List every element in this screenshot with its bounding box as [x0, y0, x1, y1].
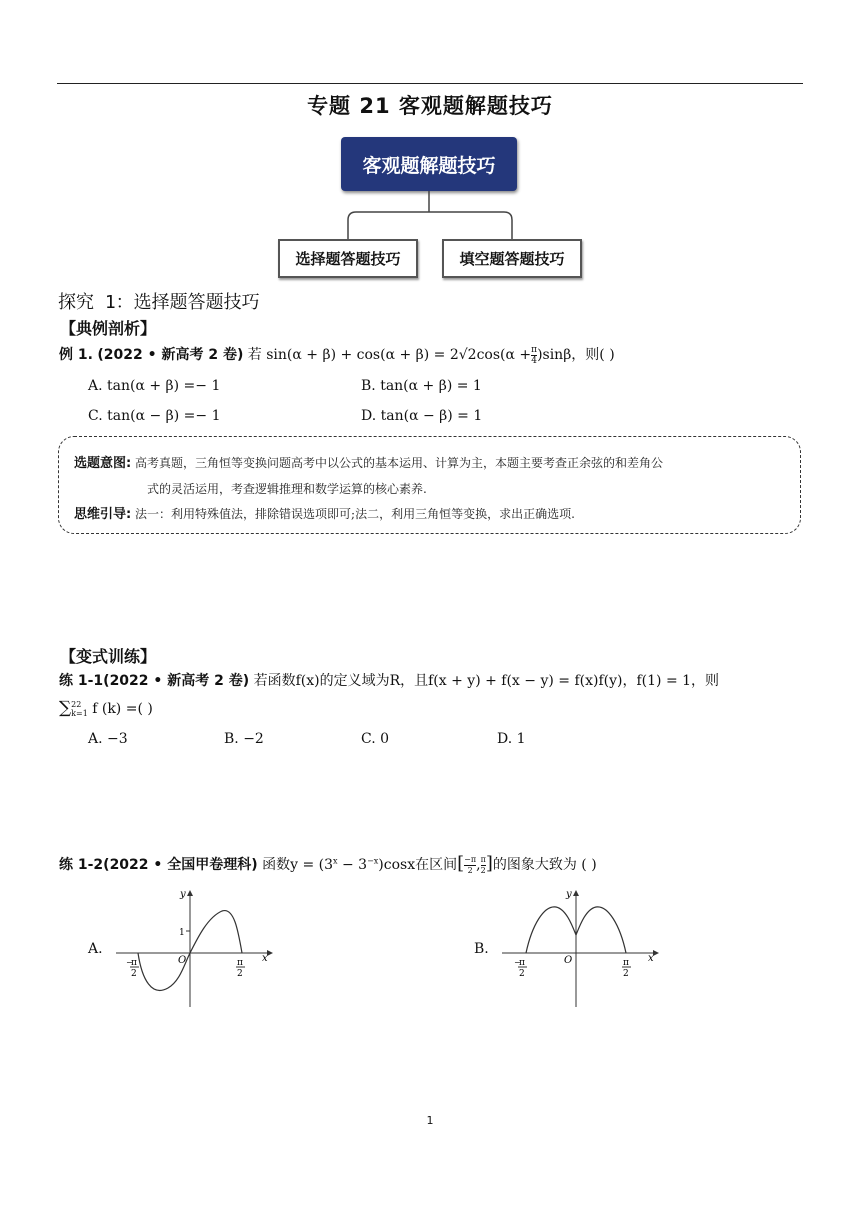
example-1-label: 例 1. — [59, 347, 93, 363]
exercise-1-2-stem: 练 1-2(2022 • 全国甲卷理科) 函数$y = (3^x - 3^{-x})\cos x$在区间[ $\frac{-\pi}{2}$ , $\frac{\pi}{2}$ ]的图象大致为 ( ) — [59, 853, 597, 875]
option-b: B. tan(α + β) = 1 — [361, 378, 482, 394]
page-number: 1 — [426, 1114, 434, 1127]
svg-text:−: − — [126, 958, 133, 967]
svg-text:x: x — [262, 953, 268, 964]
page-title: 专题 21 客观题解题技巧 — [307, 94, 553, 118]
svg-text:π: π — [519, 958, 525, 968]
ex11-option-a: A. −3 — [88, 731, 128, 747]
intent-line-1: 选题意图: 高考真题，三角恒等变换问题高考中以公式的基本运用、计算为主，本题主要考查正余弦的和差角公 — [74, 456, 664, 471]
ex12-option-a: A. — [88, 941, 103, 957]
ex11-option-d: D. 1 — [497, 731, 526, 747]
svg-text:2: 2 — [131, 969, 137, 979]
svg-text:2: 2 — [623, 969, 629, 979]
ex12-option-b: B. — [474, 941, 489, 957]
example-1-source: (2022 • 新高考 2 卷) — [97, 347, 244, 363]
typical-heading: 【典例剖析】 — [60, 319, 157, 338]
graph-b — [498, 885, 668, 1010]
exercise-1-1-label: 练 1-1 — [59, 673, 104, 689]
svg-text:−: − — [514, 958, 521, 967]
guide-label: 思维引导: — [74, 507, 132, 522]
variant-heading: 【变式训练】 — [60, 647, 157, 666]
svg-text:π: π — [131, 958, 137, 968]
example-1-text-b: )sinβ，则( ) — [537, 347, 615, 363]
svg-text:1: 1 — [179, 928, 185, 938]
svg-text:2: 2 — [519, 969, 525, 979]
guide-line: 思维引导: 法一：利用特殊值法，排除错误选项即可;法二，利用三角恒等变换，求出正确选项. — [74, 507, 575, 522]
option-a: A. tan(α + β) =− 1 — [88, 378, 221, 394]
pi-over-4: $\frac{\pi}{4}$ — [531, 344, 538, 366]
mindmap-child-fill: 填空题答题技巧 — [442, 239, 582, 278]
option-c: C. tan(α − β) =− 1 — [88, 408, 221, 424]
mindmap-child-choice: 选择题答题技巧 — [278, 239, 418, 278]
mindmap-connectors — [300, 190, 580, 242]
example-1-text-a: 若 sin(α + β) + cos(α + β) = 2√2cos(α + — [247, 347, 532, 363]
ex11-option-c: C. 0 — [361, 731, 390, 747]
graph-a — [112, 885, 282, 1010]
svg-text:y: y — [566, 889, 572, 900]
intent-label: 选题意图: — [74, 456, 132, 471]
intent-line-2: 式的灵活运用，考查逻辑推理和数学运算的核心素养. — [147, 482, 427, 496]
ex11-option-b: B. −2 — [224, 731, 264, 747]
svg-text:O: O — [178, 955, 187, 966]
section-heading: 探究 1：选择题答题技巧 — [58, 292, 260, 313]
svg-text:2: 2 — [237, 969, 243, 979]
svg-text:π: π — [237, 958, 243, 968]
exercise-1-1-stem: 练 1-1(2022 • 新高考 2 卷) 若函数f(x)的定义域为R，且f(x + y) + f(x − y) = f(x)f(y)，f(1) = 1，则 — [59, 673, 720, 689]
svg-text:O: O — [564, 955, 573, 966]
option-d: D. tan(α − β) = 1 — [361, 408, 483, 424]
mindmap-root: 客观题解题技巧 — [341, 137, 517, 191]
svg-text:y: y — [180, 889, 186, 900]
exercise-1-1-sum: ∑ 22 k=1 f (k) =( ) — [59, 698, 153, 718]
exercise-1-2-label: 练 1-2 — [59, 857, 104, 873]
svg-text:x: x — [648, 953, 654, 964]
header-rule — [57, 83, 803, 84]
example-1-stem — [59, 344, 615, 366]
svg-text:π: π — [623, 958, 629, 968]
